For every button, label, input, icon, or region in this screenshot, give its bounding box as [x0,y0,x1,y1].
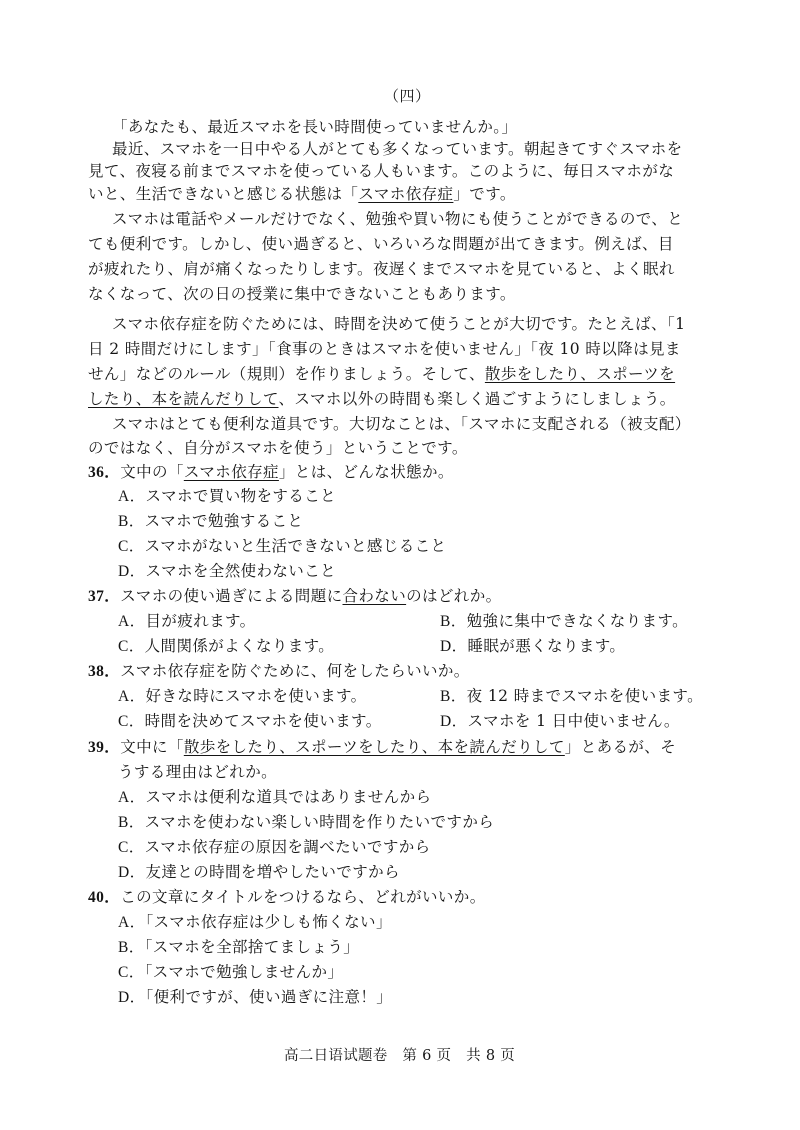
underlined-phrase: 散歩をしたり、スポーツをしたり、本を読んだりして [183,738,565,756]
option-a[interactable]: A．好きな時にスマホを使います。 [118,687,367,705]
section-title: （四） [384,87,431,105]
underlined-term: スマホ依存症 [183,463,279,481]
option-c[interactable]: C．スマホがないと生活できないと感じること [118,537,447,555]
underlined-phrase: 散歩をしたり、スポーツを [484,365,676,383]
question-stem: 36．文中の「スマホ依存症」とは、どんな状態か。 [88,463,454,481]
passage-line: 日 2 時間だけにします」「食事のときはスマホを使いません」「夜 10 時以降は見ま [88,340,681,358]
option-b[interactable]: B．スマホで勉強すること [118,512,304,530]
passage-line: スマホは電話やメールだけでなく、勉強や買い物にも使うことができるので、と [112,210,684,228]
passage-line: スマホ依存症を防ぐためには、時間を決めて使うことが大切です。たとえば、「1 [112,315,686,333]
question-stem: 39．文中に「散歩をしたり、スポーツをしたり、本を読んだりして」とあるが、そ [88,738,677,756]
option-b[interactable]: B．「スマホを全部捨てましょう」 [118,938,360,956]
option-d[interactable]: D．スマホを全然使わないこと [118,562,336,580]
passage-line: せん」などのルール（規則）を作りましょう。そして、散歩をしたり、スポーツを [88,365,676,383]
question-stem: 37．スマホの使い過ぎによる問題に合わないのはどれか。 [88,587,502,605]
question-stem: 40．この文章にタイトルをつけるなら、どれがいいか。 [88,888,486,906]
passage-line: のではなく、自分がスマホを使う」ということです。 [88,439,468,457]
passage-line: 「あなたも、最近スマホを長い時間使っていませんか。」 [112,118,518,136]
passage-line: が疲れたり、肩が痛くなったりします。夜遅くまでスマホを見ていると、よく眠れ [88,260,675,278]
option-d[interactable]: D．「便利ですが、使い過ぎに注意！」 [118,988,393,1006]
page-footer: 高二日语试题卷 第 6 页 共 8 页 [284,1048,516,1064]
option-d[interactable]: D．友達との時間を増やしたいですから [118,863,400,881]
option-a[interactable]: A．スマホは便利な道具ではありませんから [118,788,432,806]
option-b[interactable]: B．夜 12 時までスマホを使います。 [440,687,703,705]
option-b[interactable]: B．勉強に集中できなくなります。 [440,612,689,630]
option-c[interactable]: C．「スマホで勉強しませんか」 [118,963,344,981]
option-c[interactable]: C．時間を決めてスマホを使います。 [118,712,382,730]
question-stem-continued: うする理由はどれか。 [118,763,278,781]
passage-line: ても便利です。しかし、使い過ぎると、いろいろな問題が出てきます。例えば、目 [88,235,674,253]
option-d[interactable]: D．スマホを 1 日中使いません。 [440,712,680,730]
option-b[interactable]: B．スマホを使わない楽しい時間を作りたいですから [118,813,495,831]
option-a[interactable]: A．スマホで買い物をすること [118,487,336,505]
option-c[interactable]: C．人間関係がよくなります。 [118,637,335,655]
passage-line: 見て、夜寝る前までスマホを使っている人もいます。このように、毎日スマホがな [88,162,675,180]
underlined-phrase: したり、本を読んだりして [88,390,279,408]
passage-line: 最近、スマホを一日中やる人がとても多くなっています。朝起きてすぐスマホを [112,140,683,158]
underlined-term: 合わない [342,587,407,605]
question-stem: 38．スマホ依存症を防ぐために、何をしたらいいか。 [88,662,470,680]
option-a[interactable]: A．目が疲れます。 [118,612,256,630]
passage-line: いと、生活できないと感じる状態は「スマホ依存症」です。 [88,185,516,203]
passage-line: したり、本を読んだりして、スマホ以外の時間も楽しく過ごすようにしましょう。 [88,390,676,408]
passage-line: なくなって、次の日の授業に集中できないこともあります。 [88,285,516,303]
option-c[interactable]: C．スマホ依存症の原因を調べたいですから [118,838,431,856]
option-a[interactable]: A．「スマホ依存症は少しも怖くない」 [118,913,392,931]
option-d[interactable]: D．睡眠が悪くなります。 [440,637,626,655]
passage-line: スマホはとても便利な道具です。大切なことは、「スマホに支配される（被支配） [112,415,691,433]
underlined-term: スマホ依存症 [358,185,454,203]
